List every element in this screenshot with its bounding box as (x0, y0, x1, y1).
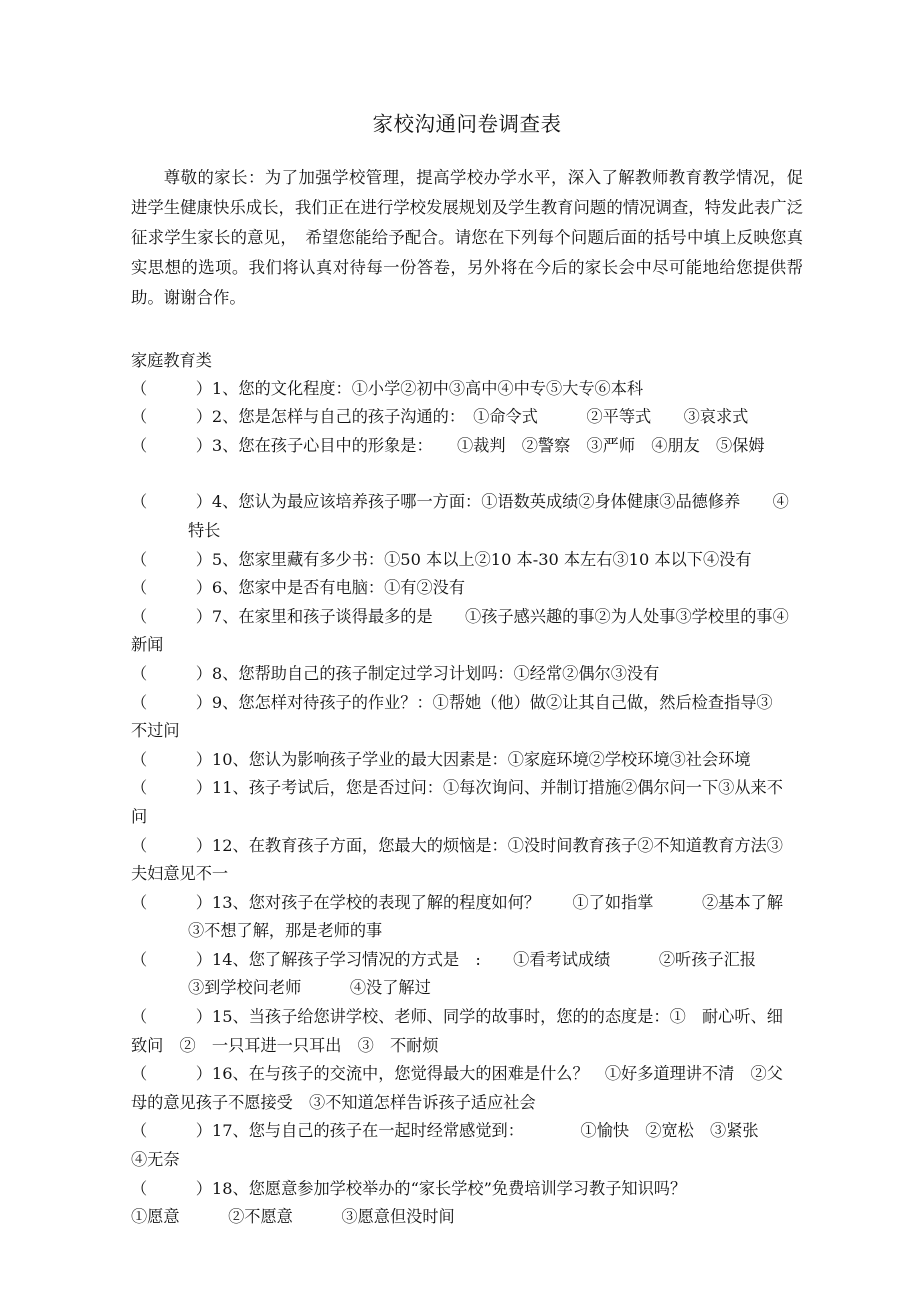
question-item (131, 488, 803, 545)
question-item (131, 546, 803, 575)
question-item (131, 1003, 803, 1060)
question-item (131, 375, 803, 404)
question-continuation-line: ③到学校问老师 ④没了解过 (188, 978, 431, 998)
question-line[interactable]: （ ）11、孩子考试后，您是否过问：①每次询问、并制订措施②偶尔问一下③从来不 (131, 778, 783, 798)
intro-paragraph: 尊敬的家长：为了加强学校管理，提高学校办学水平，深入了解教师教育教学情况，促进学生健康快乐成长，我们正在进行学校发展规划及学生教育问题的情况调查，特发此表广泛征求学生家长的意见， 希望您能给予配合。请您在下列每个问题后面的括号中填上反映您真实思想的选项。我们将认真对待每一份答卷，另外将在今后的家长会中尽可能地给您提供帮助。谢谢合作。 (131, 167, 804, 307)
question-line[interactable]: （ ）5、您家里藏有多少书：①50 本以上②10 本-30 本左右③10 本以下④没有 (131, 549, 752, 569)
question-item (131, 1060, 803, 1117)
question-item (131, 1117, 803, 1174)
question-item (131, 403, 803, 432)
question-item (131, 689, 803, 746)
question-continuation-line: 特长 (188, 520, 221, 540)
question-line[interactable]: （ ）17、您与自己的孩子在一起时经常感觉到： ①愉快 ②宽松 ③紧张 (131, 1121, 759, 1141)
question-item (131, 574, 803, 603)
question-line[interactable]: （ ）6、您家中是否有电脑：①有②没有 (131, 578, 466, 598)
question-line[interactable]: （ ）12、在教育孩子方面，您最大的烦恼是：①没时间教育孩子②不知道教育方法③ (131, 835, 783, 855)
question-line[interactable]: （ ）16、在与孩子的交流中，您觉得最大的困难是什么？ ①好多道理讲不清 ②父 (131, 1064, 783, 1084)
question-line[interactable]: （ ）2、您是怎样与自己的孩子沟通的： ①命令式 ②平等式 ③哀求式 (131, 407, 749, 427)
section-heading-family-education: 家庭教育类 (131, 350, 212, 370)
question-continuation-line: 问 (131, 806, 148, 826)
question-line[interactable]: （ ）4、您认为最应该培养孩子哪一方面：①语数英成绩②身体健康③品德修养 ④ (131, 492, 789, 512)
question-item (131, 1175, 803, 1232)
question-list (131, 375, 803, 1232)
question-item (131, 660, 803, 689)
question-continuation-line: 母的意见孩子不愿接受 ③不知道怎样告诉孩子适应社会 (131, 1092, 536, 1112)
question-line[interactable]: （ ）14、您了解孩子学习情况的方式是 : ①看考试成绩 ②听孩子汇报 (131, 949, 756, 969)
question-line[interactable]: （ ）8、您帮助自己的孩子制定过学习计划吗：①经常②偶尔③没有 (131, 663, 660, 683)
question-line[interactable]: （ ）13、您对孩子在学校的表现了解的程度如何？ ①了如指掌 ②基本了解 (131, 892, 783, 912)
question-item (131, 889, 803, 946)
question-line[interactable]: （ ）18、您愿意参加学校举办的“家长学校”免费培训学习教子知识吗？ (131, 1178, 687, 1198)
document-body (131, 0, 803, 1232)
question-continuation-line: 新闻 (131, 635, 164, 655)
question-line[interactable]: （ ）10、您认为影响孩子学业的最大因素是：①家庭环境②学校环境③社会环境 (131, 749, 751, 769)
question-continuation-line: 致问 ② 一只耳进一只耳出 ③ 不耐烦 (131, 1035, 439, 1055)
question-line[interactable]: （ ）1、您的文化程度：①小学②初中③高中④中专⑤大专⑥本科 (131, 378, 644, 398)
question-item (131, 746, 803, 775)
question-continuation-line: 夫妇意见不一 (131, 864, 229, 884)
question-item (131, 603, 803, 660)
question-continuation-line: ①愿意 ②不愿意 ③愿意但没时间 (131, 1207, 455, 1227)
question-line[interactable]: （ ）7、在家里和孩子谈得最多的是 ①孩子感兴趣的事②为人处事③学校里的事④ (131, 606, 789, 626)
question-line[interactable]: （ ）15、当孩子给您讲学校、老师、同学的故事时，您的的态度是：① 耐心听、细 (131, 1007, 783, 1027)
question-continuation-line: ③不想了解，那是老师的事 (188, 921, 383, 941)
question-item (131, 774, 803, 831)
question-item (131, 946, 803, 1003)
question-line[interactable]: （ ）9、您怎样对待孩子的作业？：①帮她（他）做②让其自己做，然后检查指导③ (131, 692, 773, 712)
question-continuation-line: ④无奈 (131, 1150, 180, 1170)
question-item (131, 832, 803, 889)
question-item (131, 432, 803, 461)
question-continuation-line: 不过问 (131, 721, 180, 741)
page-title: 家校沟通问卷调查表 (372, 112, 562, 136)
question-line[interactable]: （ ）3、您在孩子心目中的形象是： ①裁判 ②警察 ③严师 ④朋友 ⑤保姆 (131, 435, 765, 455)
